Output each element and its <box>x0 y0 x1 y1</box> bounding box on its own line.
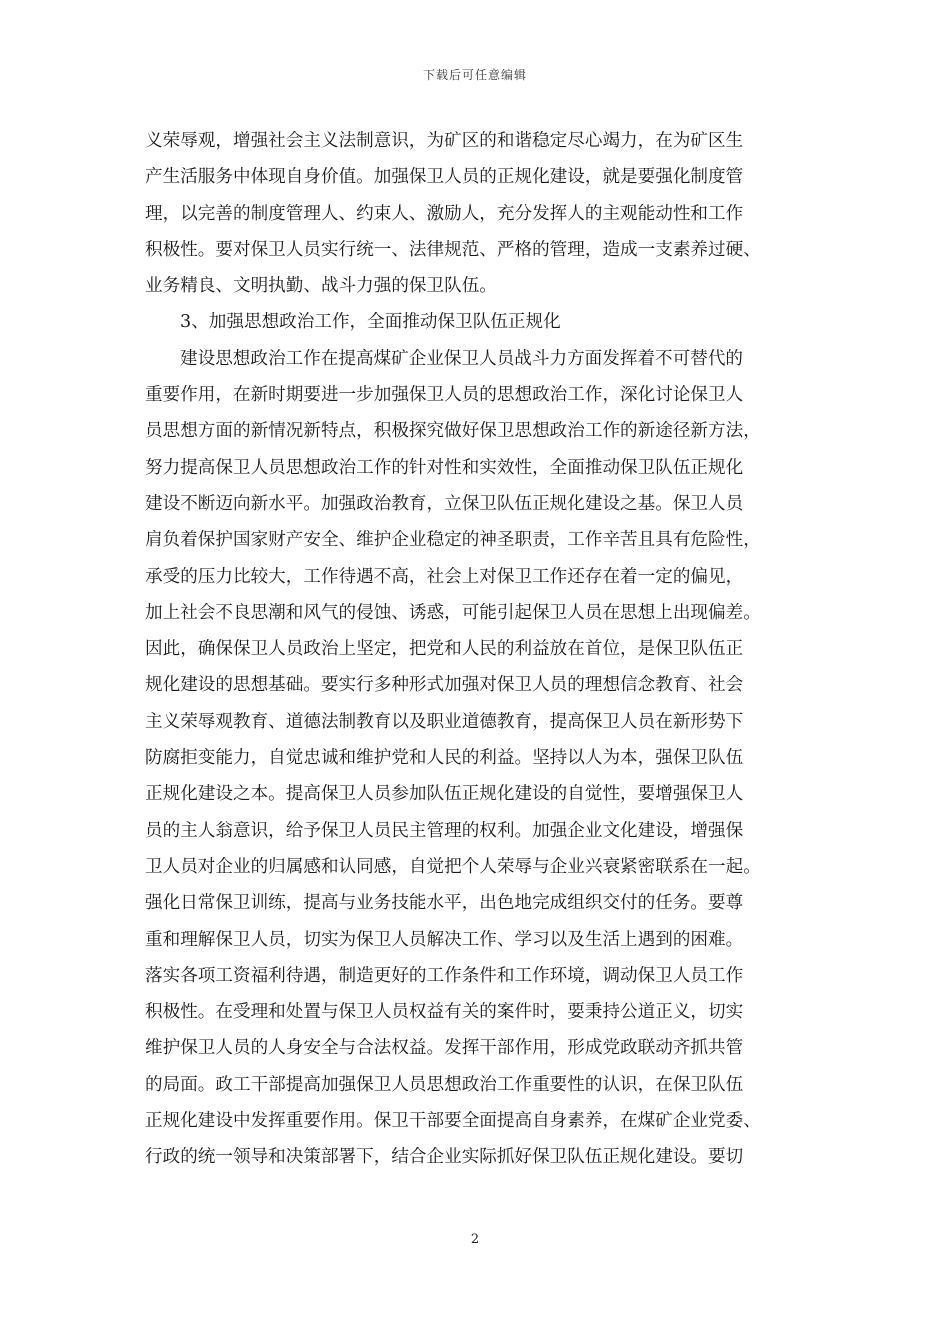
text-line: 强化日常保卫训练，提高与业务技能水平，出色地完成组织交付的任务。要尊 <box>145 893 744 914</box>
text-line: 业务精良、文明执勤、战斗力强的保卫队伍。 <box>145 276 497 297</box>
text-line: 义荣辱观，增强社会主义法制意识，为矿区的和谐稳定尽心竭力，在为矿区生 <box>145 131 744 151</box>
text-line: 主义荣辱观教育、道德法制教育以及职业道德教育，提高保卫人员在新形势下 <box>145 711 744 732</box>
text-line: 卫人员对企业的归属感和认同感，自觉把个人荣辱与企业兴衰紧密联系在一起。 <box>145 856 761 877</box>
text-line: 加上社会不良思潮和风气的侵蚀、诱惑，可能引起保卫人员在思想上出现偏差。 <box>145 602 761 623</box>
document-body <box>145 123 825 1176</box>
text-line: 承受的压力比较大，工作待遇不高，社会上对保卫工作还存在着一定的偏见， <box>145 566 744 587</box>
text-line: 正规化建设之本。提高保卫人员参加队伍正规化建设的自觉性，要增强保卫人 <box>145 784 744 805</box>
text-line: 肩负着保护国家财产安全、维护企业稳定的神圣职责，工作辛苦且具有危险性， <box>145 530 761 551</box>
text-line: 重要作用，在新时期要进一步加强保卫人员的思想政治工作，深化讨论保卫人 <box>145 385 744 406</box>
text-line: 积极性。在受理和处置与保卫人员权益有关的案件时，要秉持公道正义，切实 <box>145 1002 744 1023</box>
text-line: 的局面。政工干部提高加强保卫人员思想政治工作重要性的认识，在保卫队伍 <box>145 1074 744 1095</box>
header-note: 下载后可任意编辑 <box>422 68 527 82</box>
text-line: 积极性。要对保卫人员实行统一、法律规范、严格的管理，造成一支素养过硬、 <box>145 239 761 260</box>
text-line: 防腐拒变能力，自觉忠诚和维护党和人民的利益。坚持以人为本，强保卫队伍 <box>145 748 744 769</box>
text-line: 建设思想政治工作在提高煤矿企业保卫人员战斗力方面发挥着不可替代的 <box>180 348 744 369</box>
text-line: 员的主人翁意识，给予保卫人员民主管理的权利。加强企业文化建设，增强保 <box>145 820 744 841</box>
text-line: 努力提高保卫人员思想政治工作的针对性和实效性，全面推动保卫队伍正规化 <box>145 457 744 478</box>
text-line: 正规化建设中发挥重要作用。保卫干部要全面提高自身素养，在煤矿企业党委、 <box>145 1111 761 1132</box>
text-line: 重和理解保卫人员，切实为保卫人员解决工作、学习以及生活上遇到的困难。 <box>145 929 744 950</box>
text-line: 维护保卫人员的人身安全与合法权益。发挥干部作用，形成党政联动齐抓共管 <box>145 1038 744 1059</box>
text-line: 理，以完善的制度管理人、约束人、激励人，充分发挥人的主观能动性和工作 <box>145 203 744 224</box>
text-line: 建设不断迈向新水平。加强政治教育，立保卫队伍正规化建设之基。保卫人员 <box>145 493 744 514</box>
text-line: 因此，确保保卫人员政治上坚定，把党和人民的利益放在首位，是保卫队伍正 <box>145 639 744 660</box>
page-number: 2 <box>470 1232 480 1247</box>
text-line: 落实各项工资福利待遇，制造更好的工作条件和工作环境，调动保卫人员工作 <box>145 965 744 986</box>
text-line: 规化建设的思想基础。要实行多种形式加强对保卫人员的理想信念教育、社会 <box>145 675 744 696</box>
text-line: 员思想方面的新情况新特点，积极探究做好保卫思想政治工作的新途径新方法， <box>145 421 761 442</box>
text-line: 行政的统一领导和决策部署下，结合企业实际抓好保卫队伍正规化建设。要切 <box>145 1147 744 1168</box>
section-heading: 3、加强思想政治工作，全面推动保卫队伍正规化 <box>180 312 561 333</box>
text-line: 产生活服务中体现自身价值。加强保卫人员的正规化建设，就是要强化制度管 <box>145 167 744 188</box>
